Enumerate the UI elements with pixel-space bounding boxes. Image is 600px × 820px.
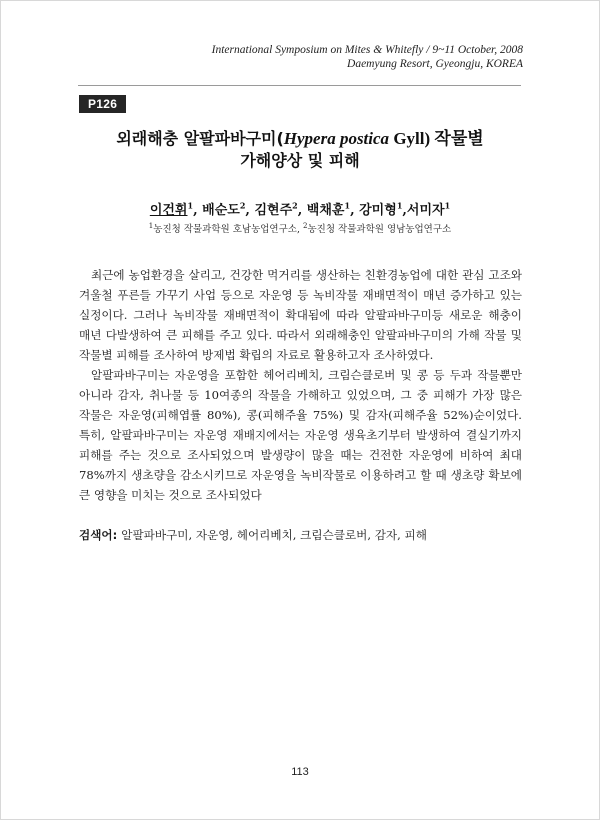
keywords-text: 알팔파바구미, 자운영, 헤어리베치, 크림슨클로버, 감자, 피해 (121, 528, 427, 542)
author (254, 203, 306, 218)
author-affiliation-mark: 1 (187, 201, 194, 211)
author-name: 서미자 (406, 203, 445, 219)
poster-id-badge: P126 (79, 95, 126, 113)
author-separator: , (245, 203, 255, 219)
title-line-1 (60, 128, 540, 150)
author-separator: , (297, 203, 307, 219)
author-affiliation-mark: 1 (396, 201, 403, 211)
page-number: 113 (291, 766, 309, 778)
author (150, 203, 202, 218)
author-name: 백채훈 (306, 203, 345, 219)
author-separator: , (402, 203, 407, 219)
author-separator: , (193, 203, 203, 219)
title-author-abbrev: Gyll) 작물별 (389, 129, 484, 148)
conference-header-line1: International Symposium on Mites & Whitefly / 9~11 October, 2008 (211, 44, 523, 56)
title-species-block (284, 129, 484, 148)
author-affiliation-mark: 1 (344, 201, 351, 211)
title-line-2: 가해양상 및 피해 (240, 151, 360, 170)
affiliation-mark: 2 (303, 222, 308, 230)
author-name: 배순도 (202, 203, 240, 219)
affiliation-text: 농진청 작물과학원 호남농업연구소, (153, 224, 304, 236)
abstract-body (79, 265, 522, 505)
author-name: 김현주 (254, 203, 293, 219)
author-affiliation-mark: 2 (239, 201, 246, 211)
author-separator: , (350, 203, 360, 219)
author-affiliation-mark: 2 (292, 201, 298, 211)
author (202, 203, 254, 218)
author (407, 203, 450, 218)
keywords-label: 검색어: (79, 528, 118, 542)
author-name: 이건휘 (149, 203, 188, 219)
title-prefix: 외래해충 알팔파바구미( (116, 129, 284, 148)
affiliation-mark: 1 (148, 222, 154, 230)
conference-header-line2: Daemyung Resort, Gyeongju, KOREA (347, 58, 523, 70)
title-species: Hypera postica (283, 129, 390, 148)
abstract-paragraph: 알팔파바구미는 자운영을 포함한 헤어리베치, 크림슨클로버 및 콩 등 두과 작물뿐만 아니라 감자, 취나물 등 10여종의 작물을 가해하고 있었으며, 그 중 피해가 가장 많은 작물은 자운영(피해엽률 80%), 콩(피해주율 75%) 및 감자(피해주율 52%)순이었다. 특히, 알팔파바구미는 자운영 재배지에서는 자운영 생육초기부터 발생하여 결실기까지 피해를 주는 것으로 조사되었으며 발생량이 많을 때는 건전한 자운영에 비하여 최대 78%까지 생초량을 감소시키므로 자운영을 녹비작물로 이용하려고 할 때 생초량 확보에 큰 영향을 미치는 것으로 조사되었다 (79, 368, 522, 502)
author (307, 203, 359, 218)
abstract-paragraph: 최근에 농업환경을 살리고, 건강한 먹거리를 생산하는 친환경농업에 대한 관심 고조와 겨울철 푸른들 가꾸기 사업 등으로 자운영 등 녹비작물 재배면적이 매년 증가하고 있는 실정이다. 그러나 녹비작물 재배면적이 확대됨에 따라 알팔파바구미등 새로운 해충이 매년 다발생하여 큰 피해를 주고 있다. 따라서 외래해충인 알팔파바구미의 가해 작물 및 작물별 피해를 조사하여 방제법 확립의 자료로 활용하고자 조사하였다. (79, 268, 522, 362)
keywords (79, 526, 522, 544)
affiliation-list (60, 219, 540, 237)
header-divider (78, 85, 521, 86)
conference-header (163, 43, 523, 71)
affiliation-text: 농진청 작물과학원 영남농업연구소 (307, 224, 452, 236)
paper-title (60, 128, 540, 172)
author-name: 강미형 (359, 203, 397, 219)
author-list (60, 196, 540, 221)
author (359, 203, 407, 218)
author-affiliation-mark: 1 (444, 201, 451, 211)
